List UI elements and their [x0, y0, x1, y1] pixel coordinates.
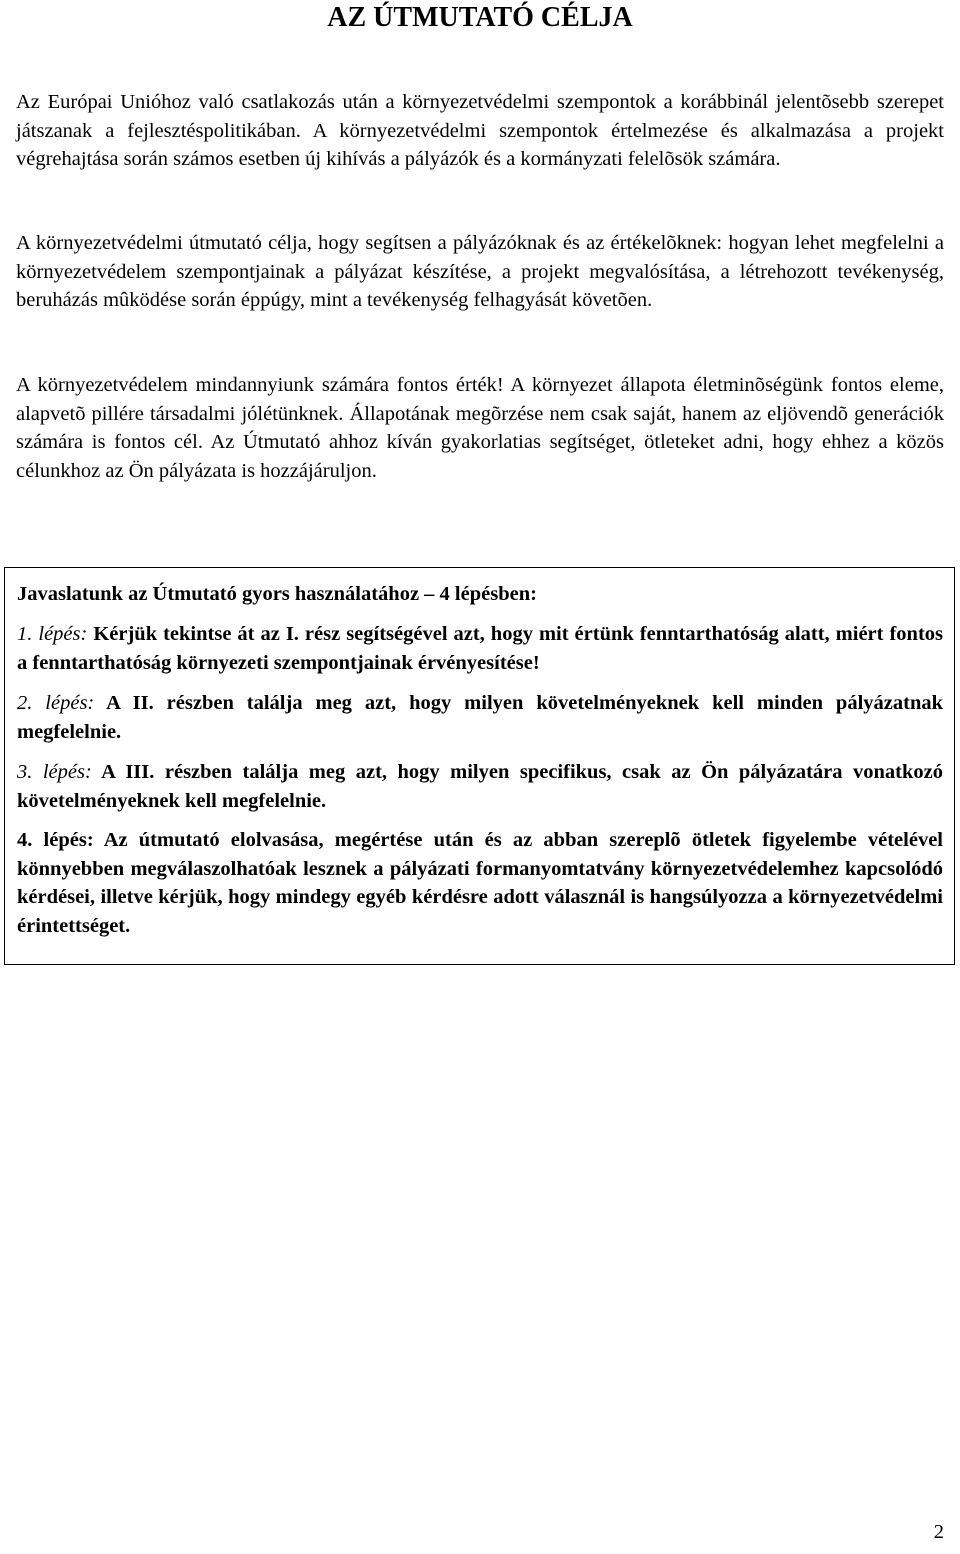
step-2-text: A II. részben találja meg azt, hogy milyen követelményeknek kell minden pályázatnak megfelelnie.: [17, 692, 944, 743]
step-4: [17, 826, 943, 940]
quick-guide-box: [4, 567, 955, 965]
step-1: [17, 620, 943, 677]
step-2: [17, 689, 943, 746]
quick-guide-heading: Javaslatunk az Útmutató gyors használatához – 4 lépésben:: [17, 583, 537, 605]
step-4-text: Az útmutató elolvasása, megértése után és az abban szereplõ ötletek figyelembe vételével könnyebben megválaszolhatóak lesznek a pályázati formanyomtatvány környezetvédelemhez kapcsolódó kérdései, illetve kérjük, hogy mindegy egyéb kérdésre adott válasznál is hangsúlyozza a környezetvédelmi érintettséget.: [17, 829, 943, 937]
step-2-label: 2. lépés:: [17, 692, 95, 714]
step-4-label: 4. lépés:: [17, 829, 94, 851]
step-3-label: 3. lépés:: [17, 761, 92, 783]
environment-paragraph: A környezetvédelem mindannyiunk számára fontos érték! A környezet állapota életminõségünk fontos eleme, alapvetõ pillére társadalmi jólétünknek. Állapotának megõrzése nem csak saját, hanem az eljövendõ generációk számára is fontos cél. Az Útmutató ahhoz kíván gyakorlatias segítséget, ötleteket adni, hogy ehhez a közös célunkhoz az Ön pályázata is hozzájáruljon.: [16, 374, 944, 482]
purpose-paragraph: A környezetvédelmi útmutató célja, hogy segítsen a pályázóknak és az értékelõknek: hogyan lehet megfelelni a környezetvédelem szempontjainak a pályázat készítése, a projekt megvalósítása, a létrehozott tevékenység, beruházás mûködése során éppúgy, mint a tevékenység felhagyását követõen.: [16, 232, 944, 311]
step-1-text: Kérjük tekintse át az I. rész segítségével azt, hogy mit értünk fenntarthatóság alatt, miért fontos a fenntarthatóság környezeti szempontjainak érvényesítése!: [17, 623, 943, 674]
step-3-text: A III. részben találja meg azt, hogy milyen specifikus, csak az Ön pályázatára vonatkozó követelményeknek kell megfelelnie.: [17, 761, 943, 812]
page-title: AZ ÚTMUTATÓ CÉLJA: [327, 2, 633, 33]
page-number: 2: [933, 1521, 944, 1543]
step-1-label: 1. lépés:: [17, 623, 88, 645]
step-3: [17, 758, 943, 815]
intro-paragraph: Az Európai Unióhoz való csatlakozás után a környezetvédelmi szempontok a korábbinál jelentõsebb szerepet játszanak a fejlesztéspolitikában. A környezetvédelmi szempontok értelmezése és alkalmazása a projekt végrehajtása során számos esetben új kihívás a pályázók és a kormányzati felelõsök számára.: [16, 91, 944, 170]
